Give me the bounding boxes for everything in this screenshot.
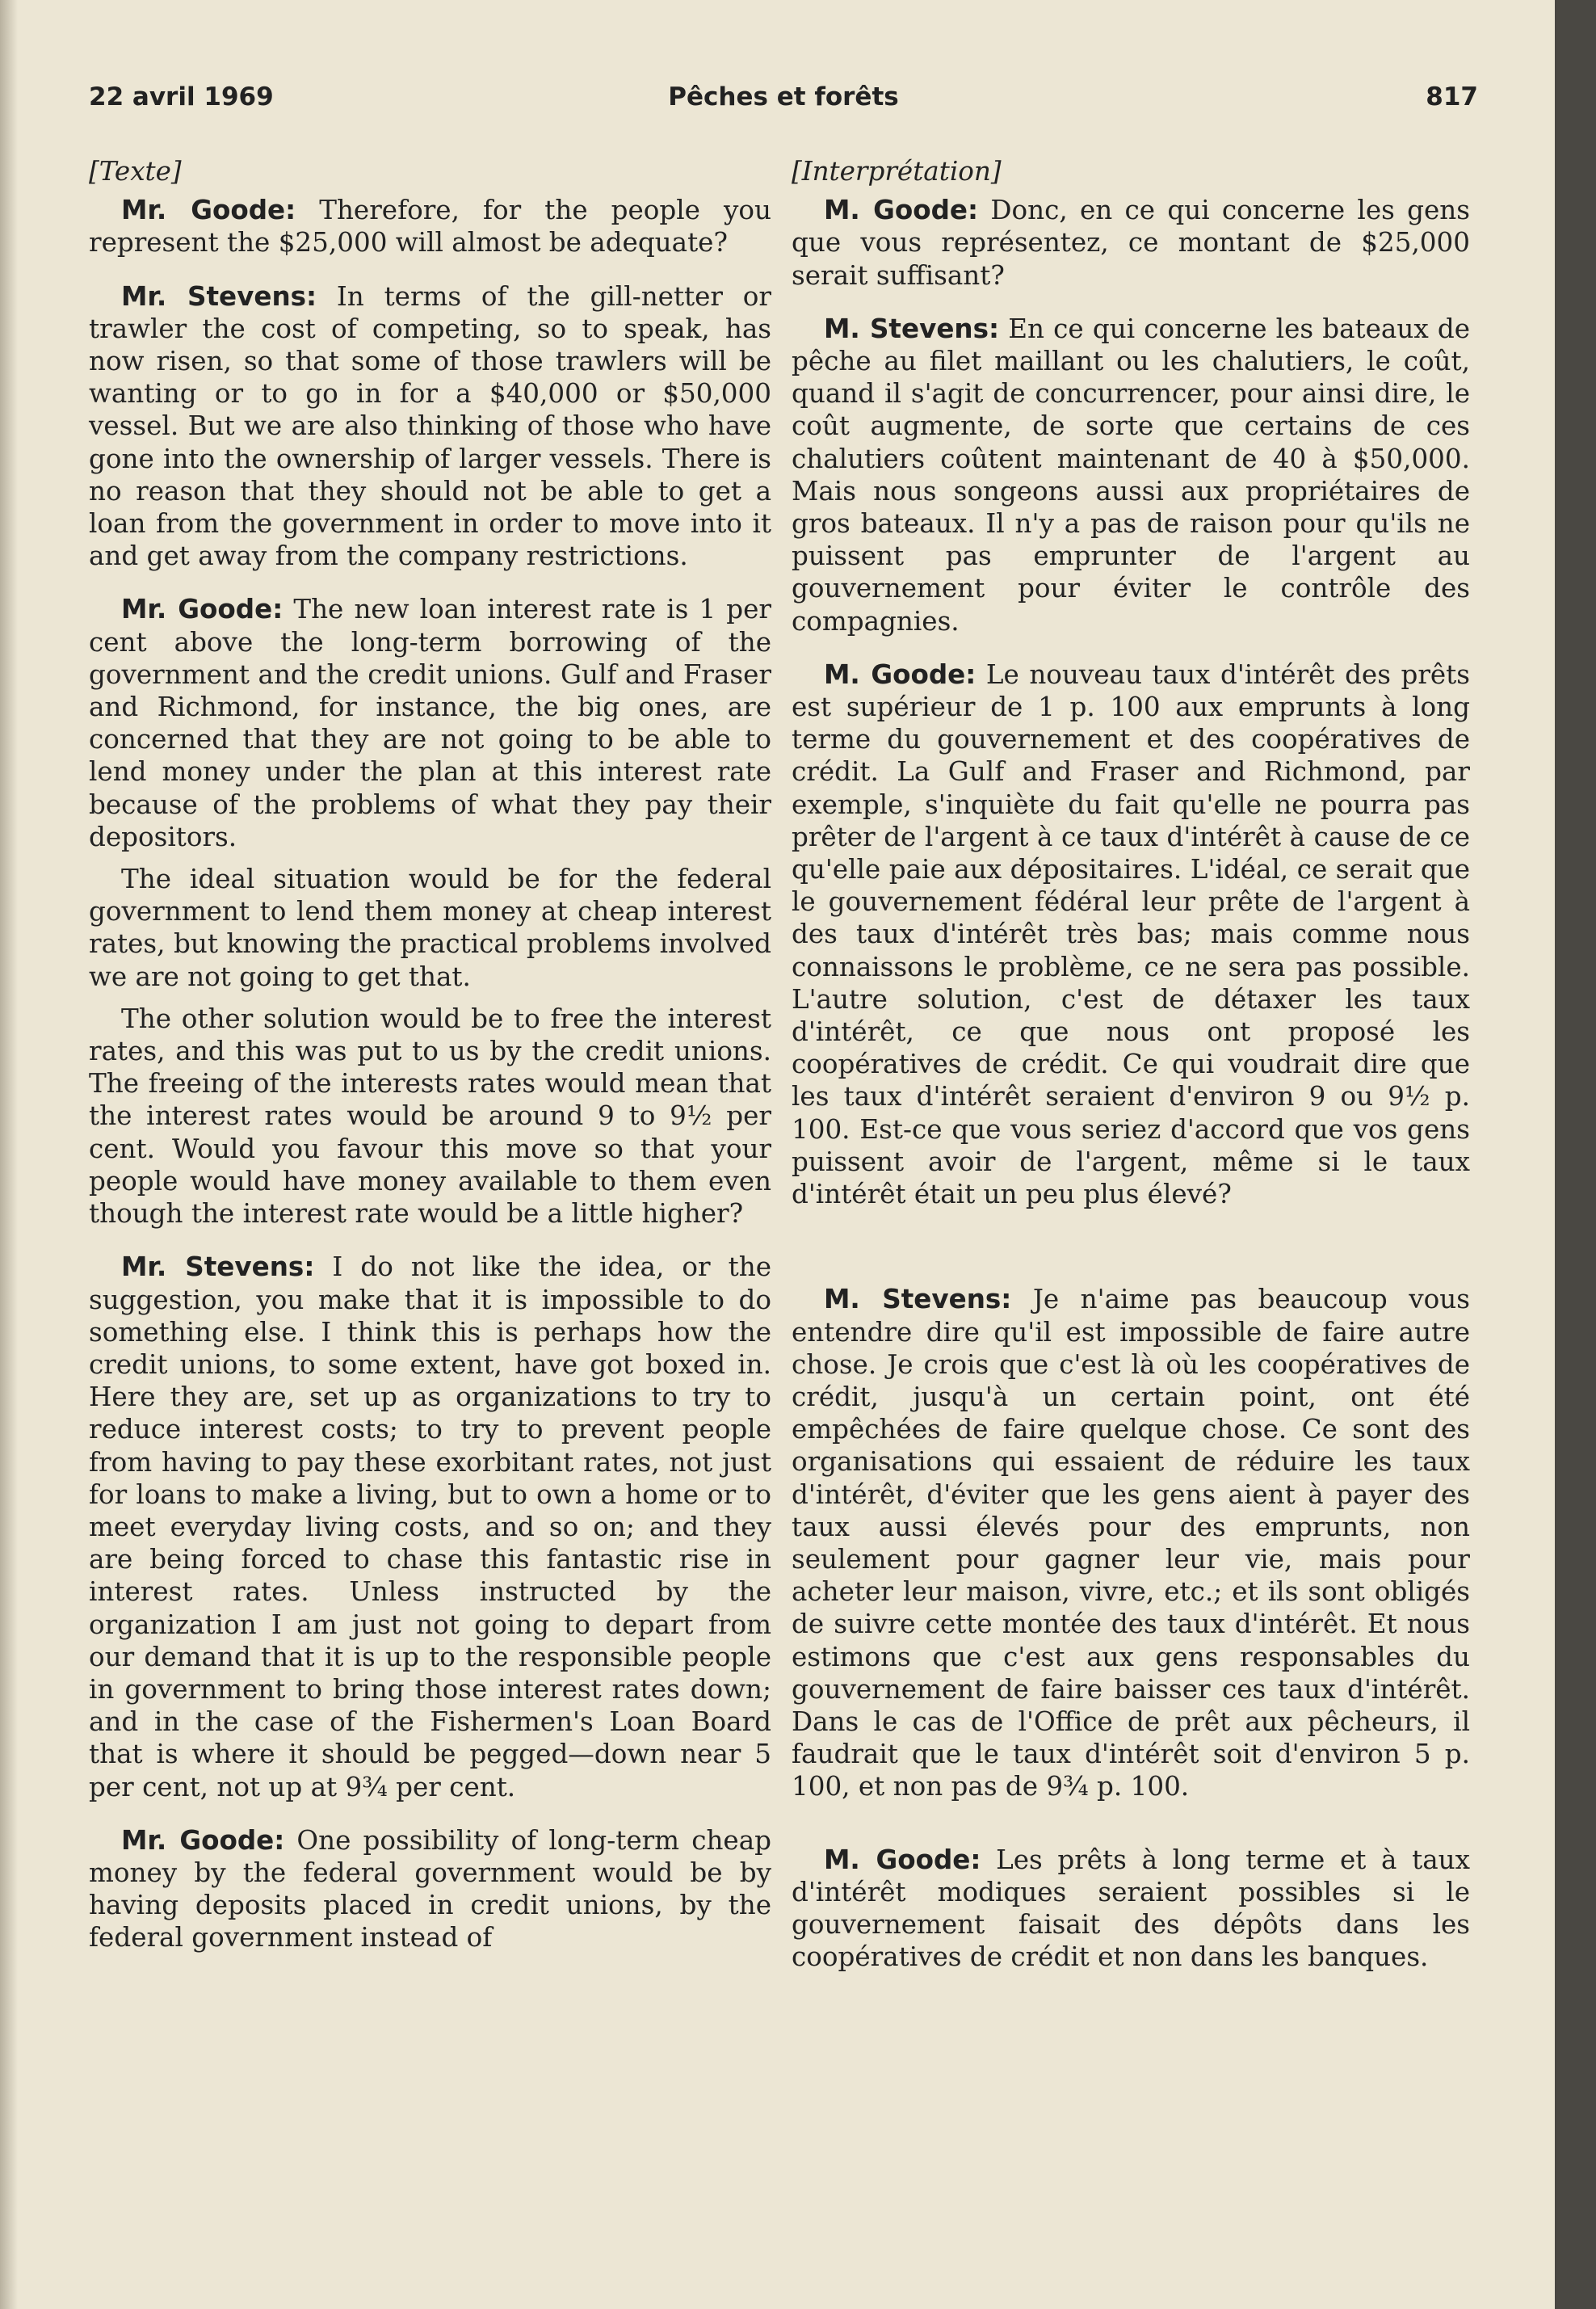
- paragraph: [89, 1003, 771, 1230]
- paragraph-text: In terms of the gill-netter or trawler the cost of competing, so to speak, has now risen, so that some of those trawlers will be wanting or to go in for a $40,000 or $50,000 vessel. But we are also thinking of those who have gone into the ownership of larger vessels. There is no reason that they should not be able to get a loan from the government in order to move into it and get away from the company restrictions.: [89, 280, 771, 572]
- paragraph: [792, 194, 1470, 292]
- speaker-name: M. Stevens:: [824, 1284, 1012, 1315]
- speaker-name: Mr. Stevens:: [121, 280, 317, 312]
- paragraph-text: Donc, en ce qui concerne les gens que vous représentez, ce montant de $25,000 serait suffisant?: [792, 195, 1470, 291]
- speaker-name: M. Stevens:: [824, 313, 1000, 344]
- paragraph-text: Therefore, for the people you represent the $25,000 will almost be adequate?: [89, 195, 771, 259]
- speaker-name: M. Goode:: [824, 658, 976, 690]
- paragraph-text: Le nouveau taux d'intérêt des prêts est supérieur de 1 p. 100 aux emprunts à long terme du gouvernement et des coopératives de crédit. La Gulf and Fraser and Richmond, par exemple, s'inquiète du fait qu'elle ne pourra pas prêter de l'argent à ce taux d'intérêt à cause de ce qu'elle paie aux dépositaires. L'idéal, ce serait que le gouvernement fédéral leur prête de l'argent à des taux d'intérêt très bas; mais comme nous connaissons le problème, ce ne sera pas possible. L'autre solution, c'est de détaxer les taux d'intérêt, ce que nous ont proposé les coopératives de crédit. Ce qui voudrait dire que les taux d'intérêt seraient d'environ 9 ou 9½ p. 100. Est-ce que vous seriez d'accord que vos gens puissent avoir de l'argent, même si le taux d'intérêt était un peu plus élevé?: [792, 658, 1470, 1210]
- column-label: [Interprétation]: [792, 156, 1002, 187]
- french-column: [792, 155, 1470, 1994]
- paragraph: [792, 313, 1470, 637]
- paragraph-text: Je n'aime pas beaucoup vous entendre dire qu'il est impossible de faire autre chose. Je crois que c'est là où les coopératives de crédit, jusqu'à un certain point, ont été empêchées de faire quelque chose. Ce sont des organisations qui essaient de réduire les taux d'intérêt, d'éviter que les gens aient à payer des taux aussi élevés pour des emprunts, non seulement pour gagner leur vie, mais pour acheter leur maison, vivre, etc.; et ils sont obligés de suivre cette montée des taux d'intérêt. Et nous estimons que c'est aux gens responsables du gouvernement de faire baisser ces taux d'intérêt. Dans le cas de l'Office de prêt aux pêcheurs, il faudrait que le taux d'intérêt soit d'environ 5 p. 100, et non pas de 9¾ p. 100.: [792, 1284, 1470, 1802]
- paragraph: [89, 593, 771, 853]
- header-date: 22 avril 1969: [89, 82, 274, 111]
- speaker-name: Mr. Goode:: [121, 195, 296, 226]
- speaker-name: Mr. Goode:: [121, 594, 284, 625]
- paragraph: [89, 1824, 771, 1954]
- header-title: Pêches et forêts: [668, 82, 899, 111]
- paragraph: [792, 658, 1470, 1210]
- paragraph-text: One possibility of long-term cheap money by the federal government would be by having deposits placed in credit unions, by the federal government instead of: [89, 1824, 771, 1954]
- paragraph-text: En ce qui concerne les bateaux de pêche au filet maillant ou les chalutiers, le coût, quand il s'agit de concurrencer, pour ainsi dire, le coût augmente, de sorte que certains de ces chalutiers coûtent maintenant de 40 à $50,000. Mais nous songeons aussi aux propriétaires de gros bateaux. Il n'y a pas de raison pour qu'ils ne puissent pas emprunter de l'argent au gouvernement pour éviter le contrôle des compagnies.: [792, 313, 1471, 637]
- speaker-name: M. Goode:: [824, 1844, 981, 1875]
- paragraph: [89, 863, 771, 993]
- paragraph-text: The other solution would be to free the interest rates, and this was put to us by the credit unions. The freeing of the interests rates would mean that the interest rates would be around 9 to 9½ per cent. Would you favour this move so that your people would have money available to them even though the interest rate would be a little higher?: [89, 1003, 771, 1230]
- paragraph: [792, 1844, 1470, 1974]
- paragraph-text: The ideal situation would be for the federal government to lend them money at cheap interest rates, but knowing the practical problems involved we are not going to get that.: [89, 864, 771, 992]
- column-label: [Texte]: [89, 156, 182, 187]
- speaker-name: M. Goode:: [824, 195, 979, 226]
- paragraph: [89, 194, 771, 259]
- paragraph: [89, 280, 771, 573]
- page-header: [89, 82, 1478, 123]
- paragraph-text: The new loan interest rate is 1 per cent above the long-term borrowing of the government and the credit unions. Gulf and Fraser and Richmond, for instance, the big ones, are concerned that they are not going to be able to lend money under the plan at this interest rate because of the problems of what they pay their depositors.: [89, 594, 771, 852]
- page-number: 817: [1426, 82, 1478, 111]
- english-column: [89, 155, 771, 1975]
- paragraph-text: Les prêts à long terme et à taux d'intérêt modiques seraient possibles si le gouvernement faisait des dépôts dans les coopératives de crédit et non dans les banques.: [792, 1844, 1470, 1973]
- paragraph-text: I do not like the idea, or the suggestion, you make that it is impossible to do something else. I think this is perhaps how the credit unions, to some extent, have got boxed in. Here they are, set up as organizations to try to reduce interest costs; to try to prevent people from having to pay these exorbitant rates, not just for loans to make a living, but to own a home or to meet everyday living costs, and so on; and they are being forced to chase this fantastic rise in interest rates. Unless instructed by the organization I am just not going to depart from our demand that it is up to the responsible people in government to bring those interest rates down; and in the case of the Fishermen's Loan Board that is where it should be pegged—down near 5 per cent, not up at 9¾ per cent.: [89, 1251, 771, 1802]
- speaker-name: Mr. Goode:: [121, 1824, 285, 1856]
- paragraph: [792, 1283, 1470, 1802]
- paragraph: [89, 1251, 771, 1802]
- speaker-name: Mr. Stevens:: [121, 1251, 315, 1283]
